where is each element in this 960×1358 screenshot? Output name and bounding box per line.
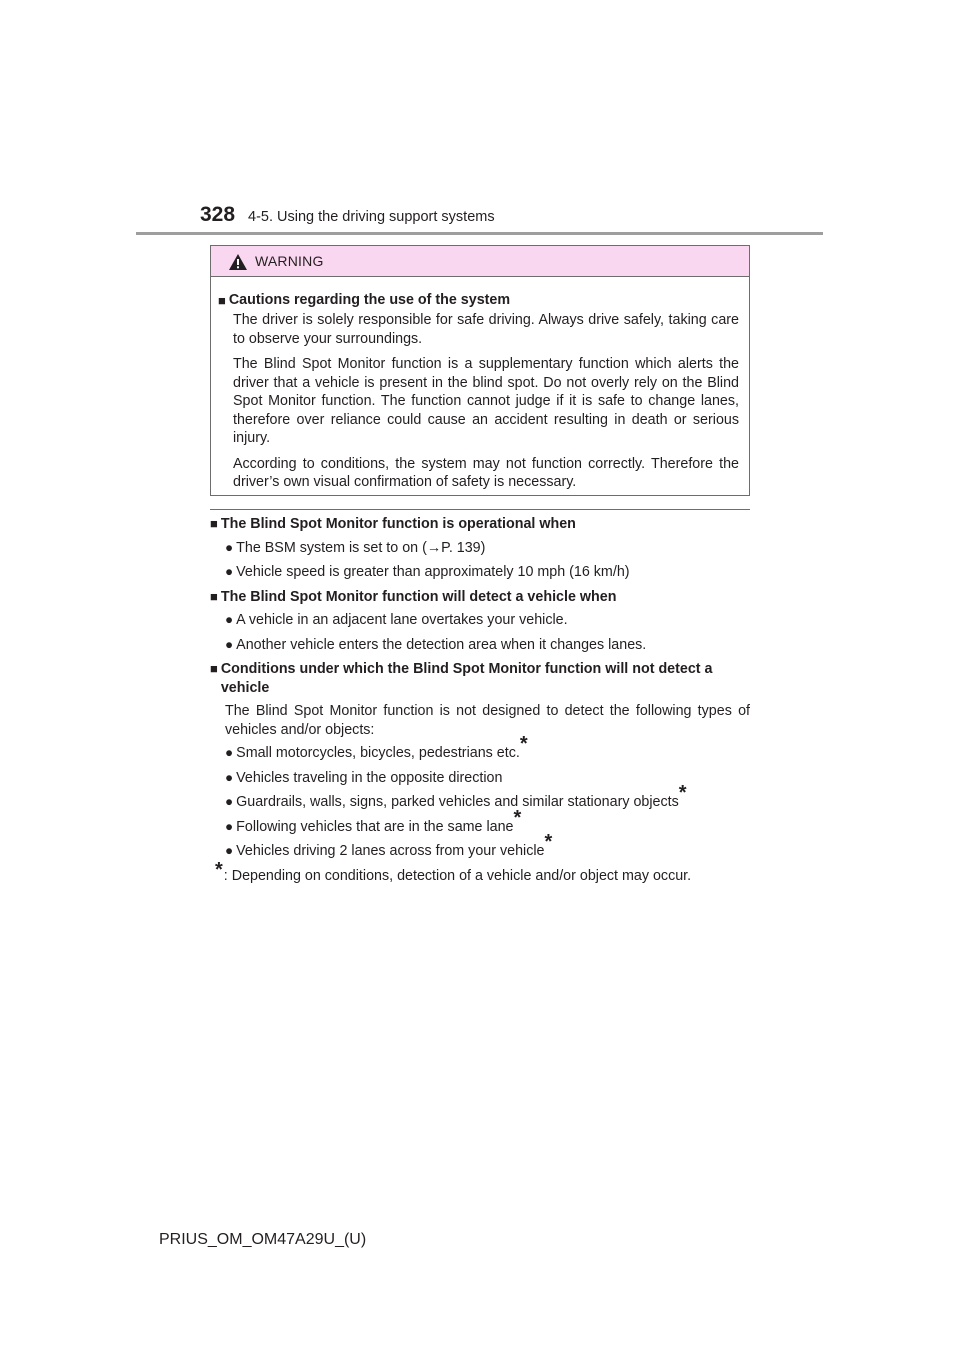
asterisk-marker: * xyxy=(544,831,553,853)
square-bullet-icon: ■ xyxy=(210,516,218,531)
warning-body xyxy=(211,277,749,492)
list-item-text: Vehicles driving 2 lanes across from your vehicle xyxy=(236,843,545,859)
warning-box xyxy=(210,245,750,496)
list-item xyxy=(225,769,750,788)
circle-bullet-icon: ● xyxy=(225,794,234,809)
warning-paragraph: According to conditions, the system may not function correctly. Therefore the driver’s own visual confirmation of safety is necessary. xyxy=(233,455,739,490)
warning-heading-text: Cautions regarding the use of the system xyxy=(228,292,511,308)
circle-bullet-icon: ● xyxy=(225,818,234,834)
list-item xyxy=(225,636,750,655)
circle-bullet-icon: ● xyxy=(225,843,234,858)
list-item-text: Small motorcycles, bicycles, pedestrians etc. xyxy=(236,745,520,761)
main-content xyxy=(210,515,750,885)
page-number: 328 xyxy=(200,203,236,226)
list-item-text: Another vehicle enters the detection area when it changes lanes. xyxy=(236,636,647,653)
square-bullet-icon: ■ xyxy=(210,588,218,604)
list-item xyxy=(225,806,750,837)
list-item xyxy=(225,831,750,861)
header-rule xyxy=(136,232,823,235)
circle-bullet-icon: ● xyxy=(225,564,234,579)
section-heading-operational xyxy=(210,515,750,534)
asterisk-marker: * xyxy=(215,858,223,881)
circle-bullet-icon: ● xyxy=(225,612,234,627)
section-heading-detect xyxy=(210,588,750,607)
list-item xyxy=(225,782,750,812)
section-divider xyxy=(210,509,750,510)
circle-bullet-icon: ● xyxy=(225,539,234,555)
section-heading-text: The Blind Spot Monitor function is operational when xyxy=(220,516,576,532)
footnote xyxy=(215,858,750,886)
list-item-text: The BSM system is set to on (→P. 139) xyxy=(236,539,486,556)
section-heading-text: Conditions under which the Blind Spot Monitor function will not detect a vehicle xyxy=(220,661,713,696)
list-item xyxy=(225,539,750,558)
warning-heading xyxy=(218,291,739,310)
section-heading-text: The Blind Spot Monitor function will detect a vehicle when xyxy=(220,588,617,605)
asterisk-marker: * xyxy=(513,806,522,829)
list-item xyxy=(225,733,750,763)
circle-bullet-icon: ● xyxy=(225,636,234,652)
warning-label: WARNING xyxy=(255,253,324,269)
asterisk-marker: * xyxy=(519,733,528,755)
warning-header xyxy=(211,246,749,277)
list-item xyxy=(225,611,750,630)
list-item xyxy=(225,563,750,582)
footer-code: PRIUS_OM_OM47A29U_(U) xyxy=(159,1231,367,1248)
list-item-text: Guardrails, walls, signs, parked vehicles and similar stationary objects xyxy=(236,794,679,810)
warning-triangle-icon xyxy=(228,253,248,271)
section-intro: The Blind Spot Monitor function is not designed to detect the following types of vehicles and/or objects: xyxy=(225,703,750,738)
square-bullet-icon: ■ xyxy=(218,293,226,308)
section-heading-not-detect xyxy=(210,660,750,697)
list-item-text: Following vehicles that are in the same lane xyxy=(236,818,514,835)
circle-bullet-icon: ● xyxy=(225,745,234,760)
circle-bullet-icon: ● xyxy=(225,769,234,785)
list-item-text: A vehicle in an adjacent lane overtakes your vehicle. xyxy=(236,612,568,628)
warning-paragraph: The driver is solely responsible for safe driving. Always drive safely, taking care to observe your surroundings. xyxy=(233,312,739,347)
list-item-text: Vehicles traveling in the opposite direction xyxy=(236,769,503,786)
square-bullet-icon: ■ xyxy=(210,661,218,676)
asterisk-marker: * xyxy=(678,782,687,804)
warning-paragraph: The Blind Spot Monitor function is a supplementary function which alerts the driver that a vehicle is present in the blind spot. Do not overly rely on the Blind Spot Monitor function. The function cannot judge if it is safe to change lanes, therefore over reliance could cause an accident resulting in death or serious injury. xyxy=(233,356,739,446)
footnote-text: : Depending on conditions, detection of a vehicle and/or object may occur. xyxy=(223,867,692,884)
list-item-text: Vehicle speed is greater than approximately 10 mph (16 km/h) xyxy=(236,564,630,580)
section-title: 4-5. Using the driving support systems xyxy=(248,209,495,225)
